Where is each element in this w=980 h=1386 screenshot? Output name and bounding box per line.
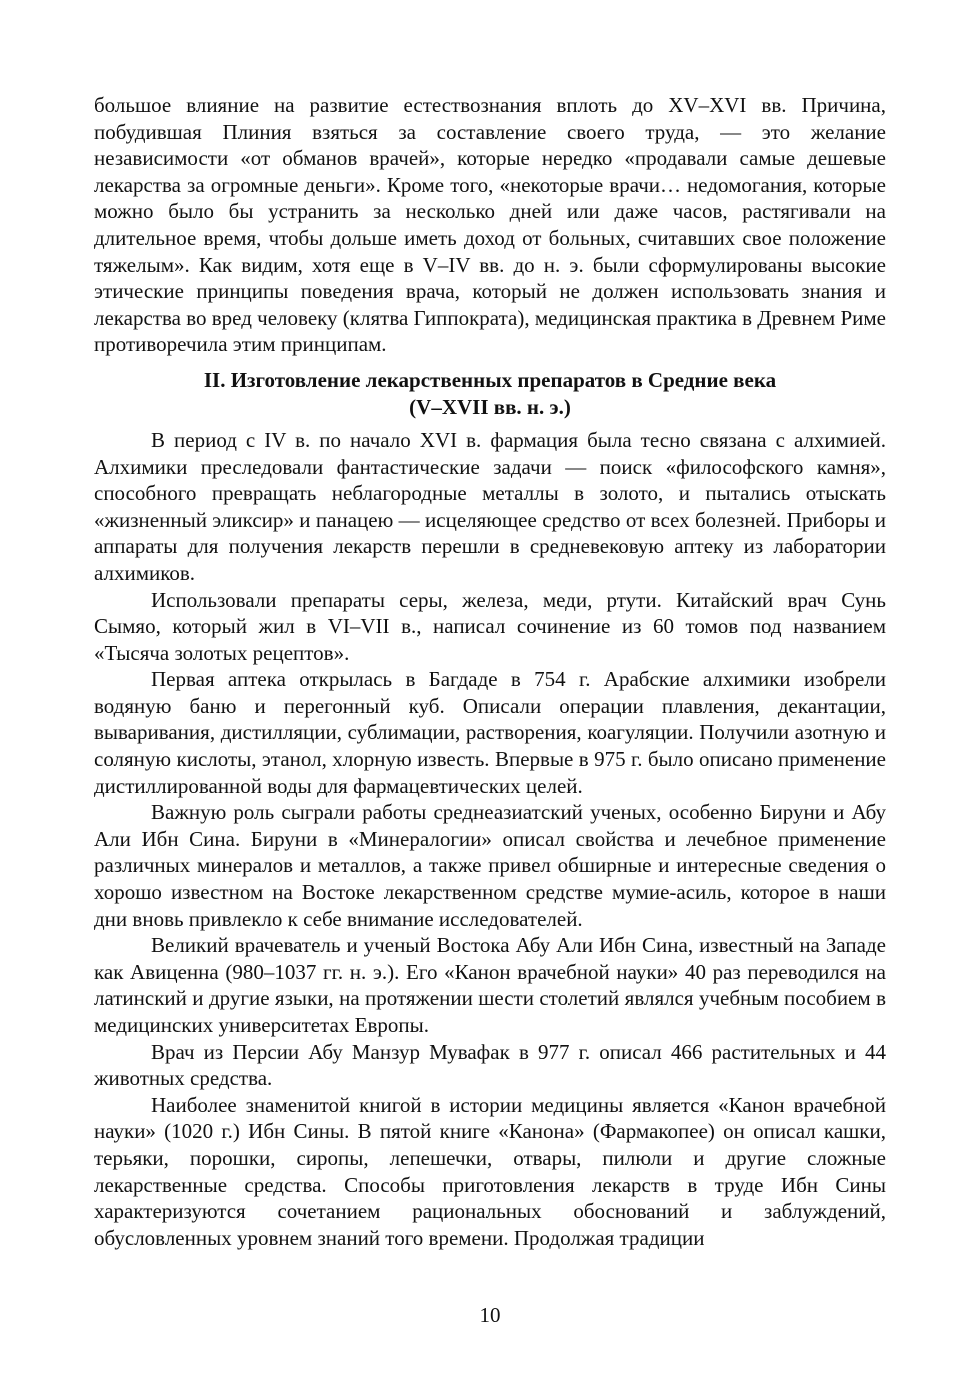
page-body	[94, 92, 886, 1251]
intro-paragraph: большое влияние на развитие естествознания вплоть до XV–XVI вв. Причина, побудившая Плиния взяться за составление своего труда, — это желание независимости «от обманов врачей», которые нередко «продавали самые дешевые лекарства за огромные деньги». Кроме того, «некоторые врачи… недомогания, которые можно было бы устранить за несколько дней или даже часов, растягивали на длительное время, чтобы дольше иметь доход от больных, считавших свое положение тяжелым». Как видим, хотя еще в V–IV вв. до н. э. были сформулированы высокие этические принципы поведения врача, который не должен использовать знания и лекарства во вред человеку (клятва Гиппократа), медицинская практика в Древнем Риме противоречила этим принципам.	[94, 93, 886, 357]
paragraph-muvafak: Врач из Персии Абу Манзур Мувафак в 977 г. описал 466 растительных и 44 животных средства.	[94, 1039, 886, 1091]
section-heading	[94, 367, 886, 421]
paragraph-first-pharmacy: Первая аптека открылась в Багдаде в 754 г. Арабские алхимики изобрели водяную баню и перегонный куб. Описали операции плавления, декантации, вываривания, дистилляции, сублимации, растворения, коагуляции. Получили азотную и соляную кислоты, этанол, хлорную известь. Впервые в 975 г. было описано применение дистиллированной воды для фармацевтических целей.	[94, 667, 886, 798]
paragraph-biruni: Важную роль сыграли работы среднеазиатский ученых, особенно Бируни и Абу Али Ибн Сина. Бируни в «Минералогии» описал свойства и лечебное применение различных минералов и металлов, а также привел обширные и интересные сведения о хорошо известном на Востоке лекарственном средстве мумие-асиль, которое в наши дни вновь привлекло к себе внимание исследователей.	[94, 800, 886, 931]
section-heading-line-1: II. Изготовление лекарственных препаратов в Средние века	[203, 367, 777, 392]
paragraph-avicenna: Великий врачеватель и ученый Востока Абу Али Ибн Сина, известный на Западе как Авиценна (980–1037 гг. н. э.). Его «Канон врачебной науки» 40 раз переводился на латинский и другие языки, на протяжении шести столетий являлся учебным пособием в медицинских университетах Европы.	[94, 933, 886, 1037]
section-heading-line-2: (V–XVII вв. н. э.)	[409, 394, 571, 419]
paragraph-canon: Наиболее знаменитой книгой в истории медицины является «Канон врачебной науки» (1020 г.) Ибн Сины. В пятой книге «Канона» (Фармакопее) он описал кашки, терьяки, порошки, сиропы, лепешечки, отвары, пилюли и другие сложные лекарственные средства. Способы приготовления лекарств в труде Ибн Сины характеризуются сочетанием рациональных обоснований и заблуждений, обусловленных уровнем знаний того времени. Продолжая традиции	[94, 1092, 886, 1250]
paragraph-preparations: Использовали препараты серы, железа, меди, ртути. Китайский врач Сунь Сымяо, который жил в VI–VII в., написал сочинение из 60 томов под названием «Тысяча золотых рецептов».	[94, 587, 886, 665]
page-number: 10	[479, 1303, 501, 1327]
paragraph-alchemy: В период с IV в. по начало XVI в. фармация была тесно связана с алхимией. Алхимики преследовали фантастические задачи — поиск «философского камня», способного превращать неблагородные металлы в золото, и пытались отыскать «жизненный эликсир» и панацею — исцеляющее средство от всех болезней. Приборы и аппараты для получения лекарств перешли в средневековую аптеку из лаборатории алхимиков.	[94, 427, 886, 585]
